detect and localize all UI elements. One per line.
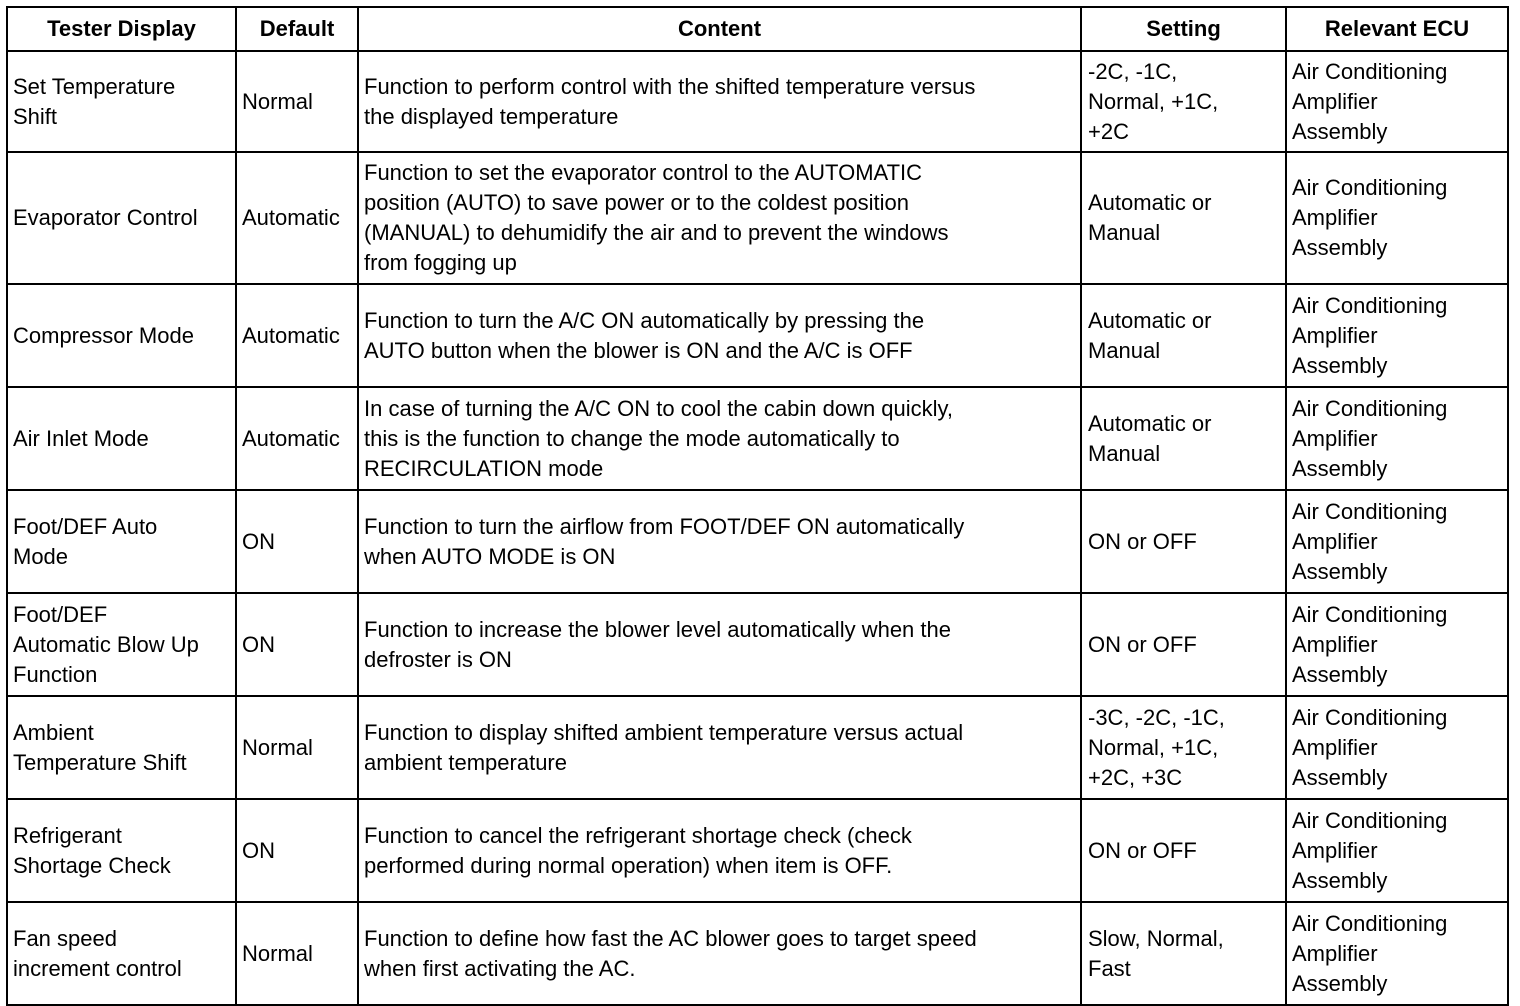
cell-default: Automatic [236,284,358,387]
cell-setting: ON or OFF [1081,490,1286,593]
cell-default: ON [236,593,358,696]
header-setting: Setting [1081,7,1286,51]
cell-content: In case of turning the A/C ON to cool the cabin down quickly, this is the function to change the mode automatically to RECIRCULATION mode [358,387,1081,490]
cell-relevant-ecu: Air Conditioning Amplifier Assembly [1286,696,1508,799]
cell-setting: ON or OFF [1081,799,1286,902]
table-row [7,387,1508,490]
cell-content: Function to increase the blower level automatically when the defroster is ON [358,593,1081,696]
header-default: Default [236,7,358,51]
cell-content: Function to define how fast the AC blower goes to target speed when first activating the AC. [358,902,1081,1005]
cell-relevant-ecu: Air Conditioning Amplifier Assembly [1286,152,1508,284]
cell-tester-display: Compressor Mode [7,284,236,387]
cell-tester-display: Air Inlet Mode [7,387,236,490]
cell-setting: Automatic or Manual [1081,387,1286,490]
header-tester-display: Tester Display [7,7,236,51]
table-row [7,696,1508,799]
cell-relevant-ecu: Air Conditioning Amplifier Assembly [1286,51,1508,152]
cell-relevant-ecu: Air Conditioning Amplifier Assembly [1286,387,1508,490]
header-content: Content [358,7,1081,51]
cell-default: ON [236,799,358,902]
cell-tester-display: Ambient Temperature Shift [7,696,236,799]
cell-setting: ON or OFF [1081,593,1286,696]
cell-tester-display: Set Temperature Shift [7,51,236,152]
cell-default: Normal [236,51,358,152]
cell-default: Automatic [236,387,358,490]
cell-setting: Automatic or Manual [1081,284,1286,387]
table-row [7,902,1508,1005]
cell-setting: -3C, -2C, -1C, Normal, +1C, +2C, +3C [1081,696,1286,799]
cell-relevant-ecu: Air Conditioning Amplifier Assembly [1286,490,1508,593]
cell-tester-display: Fan speed increment control [7,902,236,1005]
cell-content: Function to turn the A/C ON automatically by pressing the AUTO button when the blower is ON and the A/C is OFF [358,284,1081,387]
header-relevant-ecu: Relevant ECU [1286,7,1508,51]
table-row [7,799,1508,902]
cell-relevant-ecu: Air Conditioning Amplifier Assembly [1286,902,1508,1005]
cell-tester-display: Foot/DEF Auto Mode [7,490,236,593]
cell-content: Function to cancel the refrigerant shortage check (check performed during normal operation) when item is OFF. [358,799,1081,902]
cell-default: Automatic [236,152,358,284]
table-row [7,152,1508,284]
cell-content: Function to set the evaporator control to the AUTOMATIC position (AUTO) to save power or to the coldest position (MANUAL) to dehumidify the air and to prevent the windows from fogging up [358,152,1081,284]
cell-content: Function to perform control with the shifted temperature versus the displayed temperature [358,51,1081,152]
cell-default: Normal [236,696,358,799]
cell-relevant-ecu: Air Conditioning Amplifier Assembly [1286,284,1508,387]
table-row [7,284,1508,387]
cell-tester-display: Foot/DEF Automatic Blow Up Function [7,593,236,696]
cell-tester-display: Refrigerant Shortage Check [7,799,236,902]
cell-default: ON [236,490,358,593]
table-row [7,490,1508,593]
cell-setting: Slow, Normal, Fast [1081,902,1286,1005]
table-row [7,51,1508,152]
table-row [7,593,1508,696]
cell-relevant-ecu: Air Conditioning Amplifier Assembly [1286,593,1508,696]
cell-setting: -2C, -1C, Normal, +1C, +2C [1081,51,1286,152]
cell-content: Function to turn the airflow from FOOT/DEF ON automatically when AUTO MODE is ON [358,490,1081,593]
cell-setting: Automatic or Manual [1081,152,1286,284]
table-header-row [7,7,1508,51]
cell-content: Function to display shifted ambient temperature versus actual ambient temperature [358,696,1081,799]
customize-parameters-table [6,6,1509,1006]
cell-tester-display: Evaporator Control [7,152,236,284]
cell-relevant-ecu: Air Conditioning Amplifier Assembly [1286,799,1508,902]
cell-default: Normal [236,902,358,1005]
